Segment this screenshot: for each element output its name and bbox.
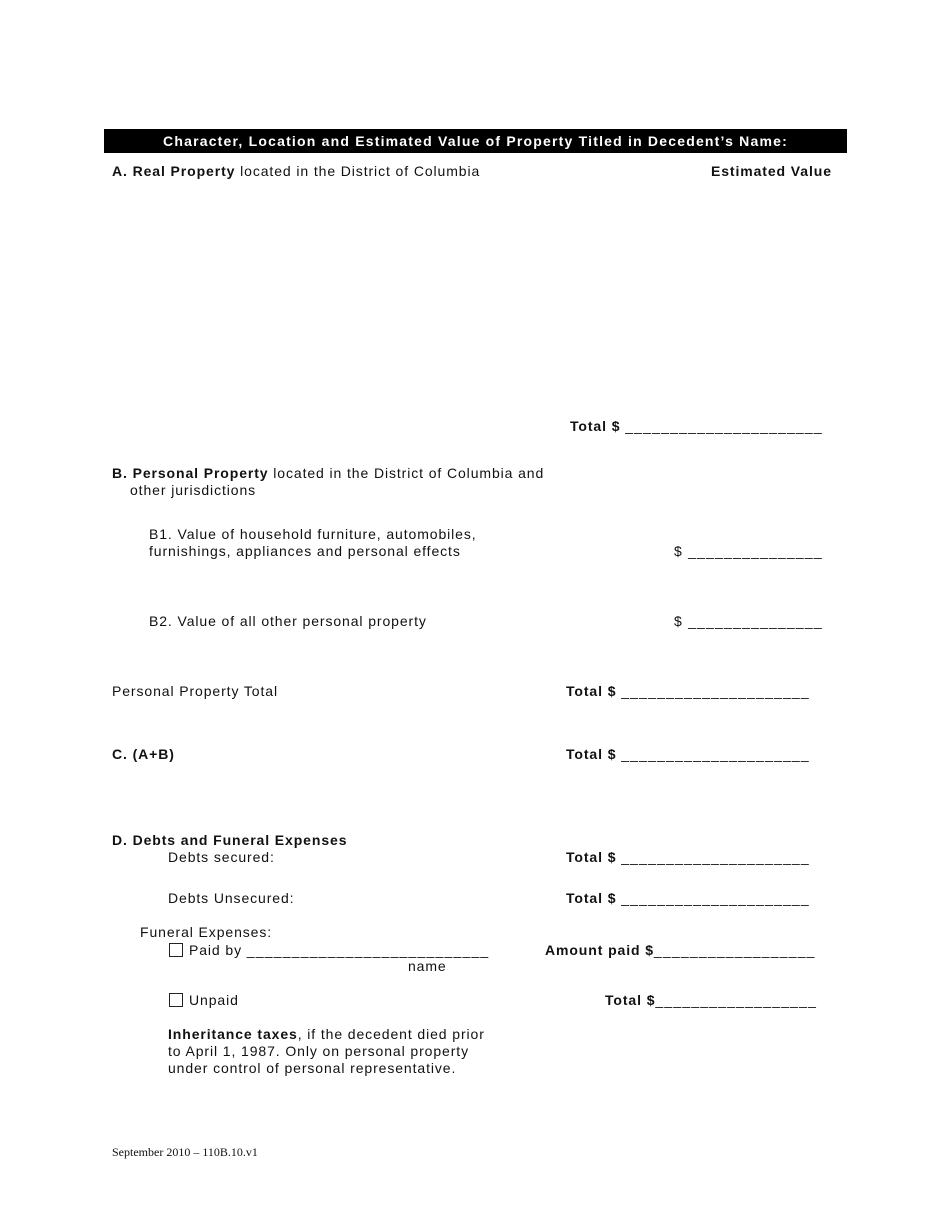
unpaid-checkbox[interactable] xyxy=(169,993,183,1007)
b2-label: B2. Value of all other personal property xyxy=(149,613,427,629)
personal-property-total-blank[interactable]: _____________________ xyxy=(621,683,810,699)
estimated-value-heading: Estimated Value xyxy=(711,163,832,179)
debts-unsecured-blank[interactable]: _____________________ xyxy=(621,890,810,906)
paid-by-name-blank[interactable]: ___________________________ xyxy=(246,942,490,958)
inheritance-taxes-line1: Inheritance taxes, if the decedent died prior xyxy=(168,1026,485,1042)
inheritance-taxes-line2: to April 1, 1987. Only on personal property xyxy=(168,1043,469,1059)
section-b-label: B. Personal Property located in the District of Columbia and xyxy=(112,465,545,481)
debts-unsecured-label: Debts Unsecured: xyxy=(168,890,295,906)
debts-unsecured-total[interactable]: Total $ _____________________ xyxy=(566,890,810,906)
section-a-total[interactable]: Total $ ______________________ xyxy=(570,418,823,434)
section-a-total-blank[interactable]: ______________________ xyxy=(625,418,823,434)
debts-secured-total[interactable]: Total $ _____________________ xyxy=(566,849,810,865)
personal-property-total-label: Personal Property Total xyxy=(112,683,278,699)
inheritance-taxes-line3: under control of personal representative. xyxy=(168,1060,457,1076)
unpaid-total-blank[interactable]: __________________ xyxy=(655,992,818,1008)
section-d-label: D. Debts and Funeral Expenses xyxy=(112,832,348,848)
amount-paid-field[interactable]: Amount paid $__________________ xyxy=(545,942,816,958)
debts-secured-blank[interactable]: _____________________ xyxy=(621,849,810,865)
funeral-expenses-label: Funeral Expenses: xyxy=(140,924,273,940)
paid-by-checkbox[interactable] xyxy=(169,943,183,957)
paid-by-row: Paid by ___________________________ xyxy=(169,942,489,959)
unpaid-row: Unpaid xyxy=(169,992,239,1009)
amount-paid-blank[interactable]: __________________ xyxy=(653,942,816,958)
section-c-total[interactable]: Total $ _____________________ xyxy=(566,746,810,762)
b1-label-line2: furnishings, appliances and personal effects xyxy=(149,543,461,559)
section-c-label: C. (A+B) xyxy=(112,746,175,762)
section-b-label-line2: other jurisdictions xyxy=(130,482,257,498)
section-c-total-blank[interactable]: _____________________ xyxy=(621,746,810,762)
section-header-bar xyxy=(104,129,847,153)
b2-value-field[interactable]: $ _______________ xyxy=(674,613,823,629)
b1-value-field[interactable]: $ _______________ xyxy=(674,543,823,559)
debts-secured-label: Debts secured: xyxy=(168,849,275,865)
header-title: Character, Location and Estimated Value of Property Titled in Decedent’s Name: xyxy=(163,133,788,149)
b1-label-line1: B1. Value of household furniture, automobiles, xyxy=(149,526,477,542)
section-a-label: A. Real Property located in the District of Columbia xyxy=(112,163,481,179)
unpaid-total-field[interactable]: Total $__________________ xyxy=(605,992,818,1008)
name-caption: name xyxy=(408,958,447,974)
footer-version: September 2010 – 110B.10.v1 xyxy=(112,1145,258,1159)
personal-property-total[interactable]: Total $ _____________________ xyxy=(566,683,810,699)
